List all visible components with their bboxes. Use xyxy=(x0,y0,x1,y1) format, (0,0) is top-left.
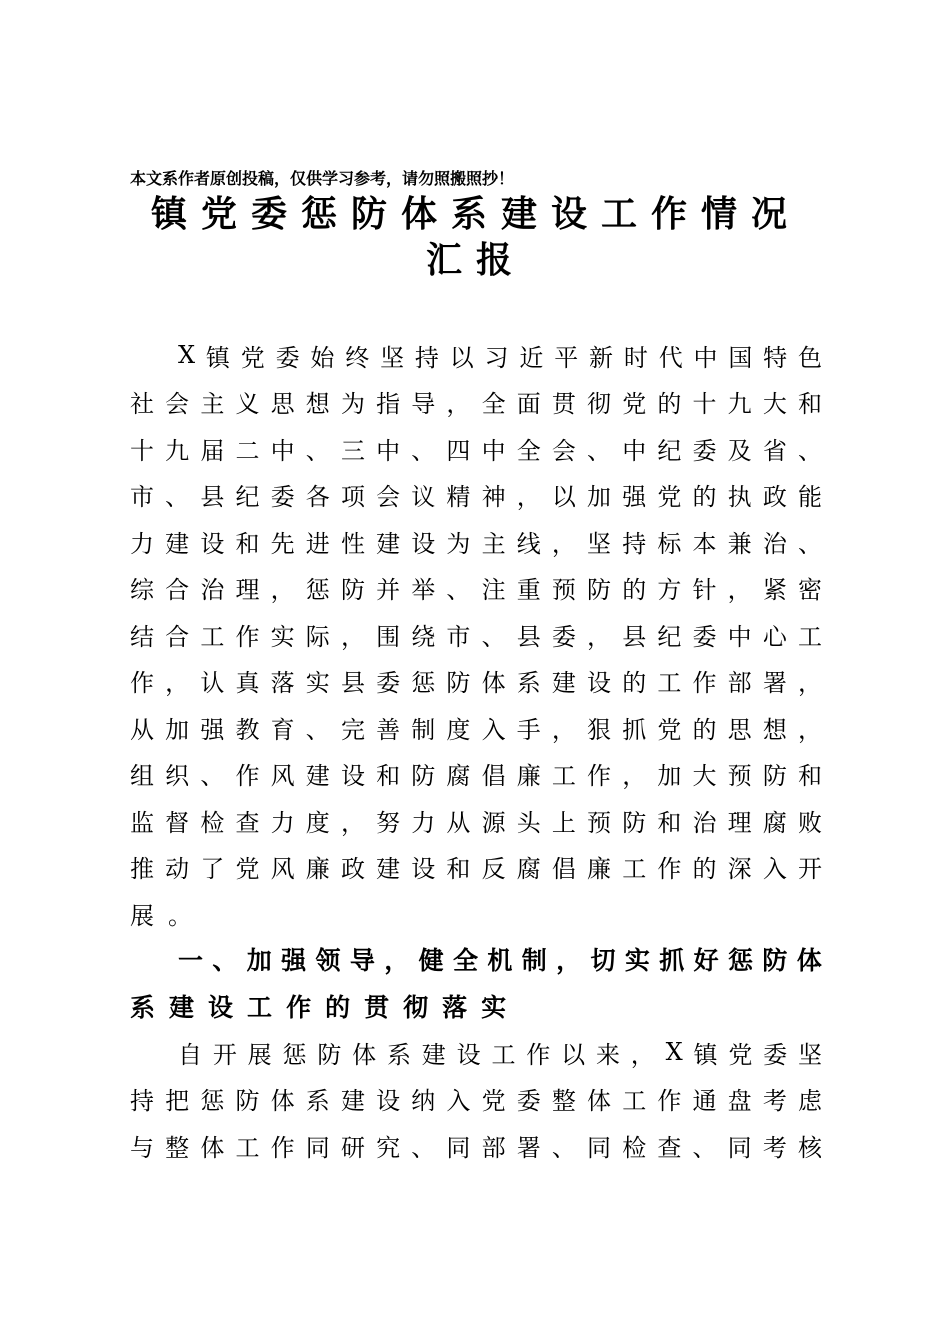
paragraph-line: 推 动 了 党 风 廉 政 建 设 和 反 腐 倡 廉 工 作 的 深 入 开 xyxy=(130,855,822,884)
paragraph-line: 十 九 届 二 中 、 三 中 、 四 中 全 会 、 中 纪 委 及 省 、 xyxy=(130,436,822,465)
paragraph-line: 社 会 主 义 思 想 为 指 导 ， 全 面 贯 彻 党 的 十 九 大 和 xyxy=(130,390,822,419)
paragraph-line: 力 建 设 和 先 进 性 建 设 为 主 线 ， 坚 持 标 本 兼 治 、 xyxy=(130,529,822,558)
paragraph-line: 从 加 强 教 育 、 完 善 制 度 入 手 ， 狠 抓 党 的 思 想 ， xyxy=(130,715,822,744)
section-heading-line: 系 建 设 工 作 的 贯 彻 落 实 xyxy=(130,992,507,1022)
document-title-line-1: 镇党委惩防体系建设工作情况 xyxy=(150,193,801,235)
paragraph-line: 监 督 检 查 力 度 ， 努 力 从 源 头 上 预 防 和 治 理 腐 败 xyxy=(130,808,822,837)
paragraph-line: 作 ， 认 真 落 实 县 委 惩 防 体 系 建 设 的 工 作 部 署 ， xyxy=(130,669,822,698)
paragraph-line: 结 合 工 作 实 际 ， 围 绕 市 、 县 委 ， 县 纪 委 中 心 工 xyxy=(130,622,822,651)
section-heading-line: 一 、 加 强 领 导 ， 健 全 机 制 ， 切 实 抓 好 惩 防 体 xyxy=(178,946,822,976)
copyright-notice: 本文系作者原创投稿，仅供学习参考，请勿照搬照抄！ xyxy=(130,169,515,188)
paragraph-line: X 镇 党 委 始 终 坚 持 以 习 近 平 新 时 代 中 国 特 色 xyxy=(178,341,822,372)
paragraph-line: 组 织 、 作 风 建 设 和 防 腐 倡 廉 工 作 ， 加 大 预 防 和 xyxy=(130,762,822,791)
paragraph-line: 自 开 展 惩 防 体 系 建 设 工 作 以 来 ， X 镇 党 委 坚 xyxy=(178,1038,822,1069)
paragraph-line: 市 、 县 纪 委 各 项 会 议 精 神 ， 以 加 强 党 的 执 政 能 xyxy=(130,483,822,512)
document-title-line-2: 汇报 xyxy=(425,239,526,281)
section-1-heading xyxy=(130,936,822,1029)
paragraph-line: 展 。 xyxy=(130,901,192,930)
paragraph-line: 综 合 治 理 ， 惩 防 并 举 、 注 重 预 防 的 方 针 ， 紧 密 xyxy=(130,576,822,605)
paragraph-line: 与 整 体 工 作 同 研 究 、 同 部 署 、 同 检 查 、 同 考 核 xyxy=(130,1133,822,1162)
paragraph-line: 持 把 惩 防 体 系 建 设 纳 入 党 委 整 体 工 作 通 盘 考 虑 xyxy=(130,1087,822,1116)
section-1-paragraph xyxy=(130,1029,822,1169)
intro-paragraph xyxy=(130,332,822,937)
